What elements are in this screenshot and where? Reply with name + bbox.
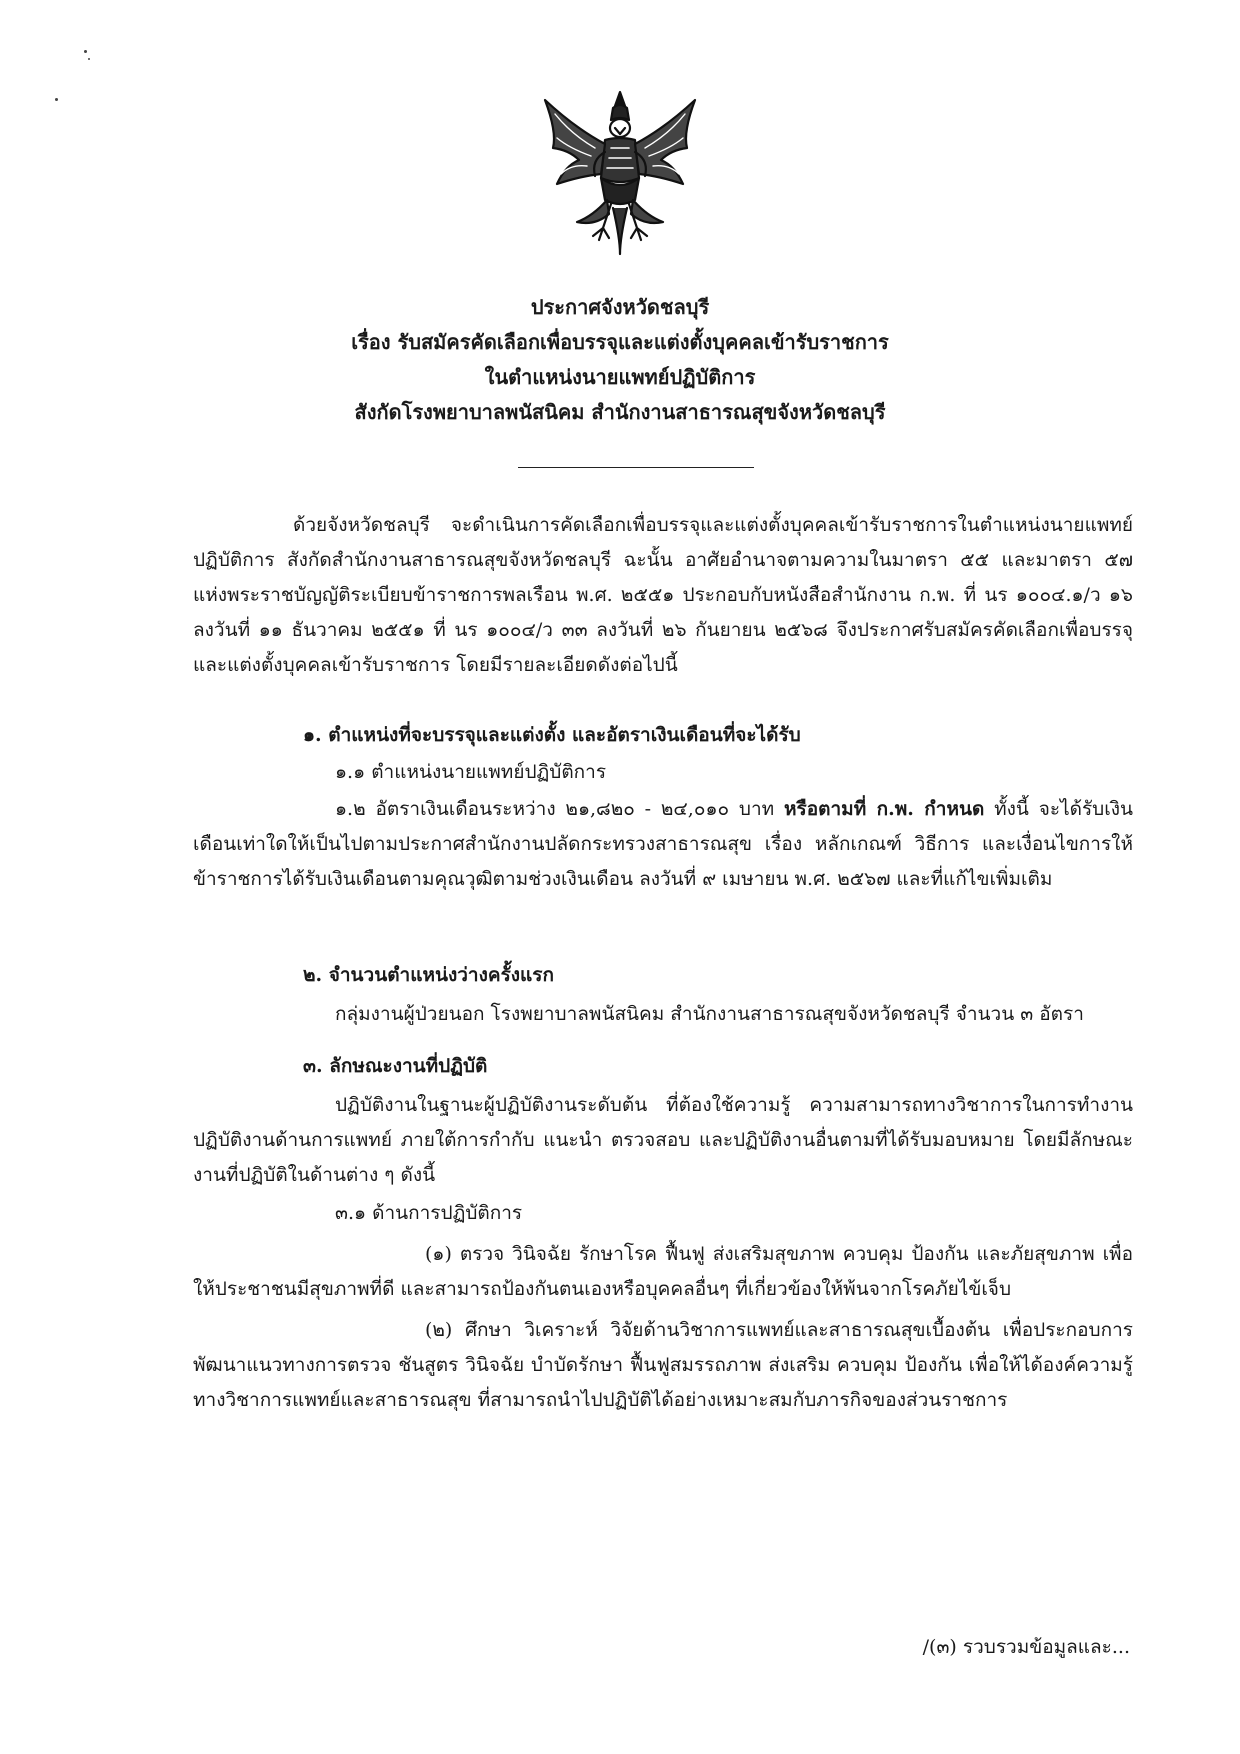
section-1-item-1: ๑.๑ ตำแหน่งนายแพทย์ปฏิบัติการ [335,761,607,783]
title-line-3: ในตำแหน่งนายแพทย์ปฏิบัติการ [484,365,756,389]
title-line-2: เรื่อง รับสมัครคัดเลือกเพื่อบรรจุและแต่งตั้งบุคคลเข้ารับราชการ [351,330,889,354]
section-3-text: ปฏิบัติงานในฐานะผู้ปฏิบัติงานระดับต้น ที่ต้องใช้ความรู้ ความสามารถทางวิชาการในการทำงาน ปฏิบัติงานด้านการแพทย์ ภายใต้การกำกับ แนะนำ ตรวจสอบ และปฏิบัติงานอื่นตามที่ได้รับมอบหมาย โดยมีลักษณะงานที่ปฏิบัติในด้านต่าง ๆ ดังนี้ [193,1094,1133,1186]
salary-cs-note: หรือตามที่ ก.พ. กำหนด [784,798,985,820]
section-3-point-2: (๒) ศึกษา วิเคราะห์ วิจัยด้านวิชาการแพทย์และสาธารณสุขเบื้องต้น เพื่อประกอบการพัฒนาแนวทางการตรวจ ชันสูตร วินิจฉัย บำบัดรักษา ฟื้นฟูสมรรถภาพ ส่งเสริม ควบคุม ป้องกัน เพื่อให้ได้องค์ความรู้ทางวิชาการแพทย์และสาธารณสุข ที่สามารถนำไปปฏิบัติได้อย่างเหมาะสมกับภารกิจของส่วนราชการ [193,1319,1133,1411]
section-3-heading: ๓. ลักษณะงานที่ปฏิบัติ [303,1055,488,1077]
title-line-1: ประกาศจังหวัดชลบุรี [530,295,710,319]
announcement-title [0,290,1240,430]
title-divider [518,467,754,468]
salary-conditions: ทั้งนี้ จะได้รับเงินเดือนเท่าใดให้เป็นไปตามประกาศสำนักงานปลัดกระทรวงสาธารณสุข เรื่อง หลักเกณฑ์ วิธีการ และเงื่อนไขการให้ข้าราชการได้รับเงินเดือนตามคุณวุฒิตามช่วงเงินเดือน ลงวันที่ ๙ เมษายน พ.ศ. ๒๕๖๗ และที่แก้ไขเพิ่มเติม [193,798,1133,890]
scan-speck [88,58,90,60]
scan-speck [84,50,87,53]
page-continuation: /(๓) รวบรวมข้อมูลและ... [922,1636,1130,1658]
garuda-emblem-icon [535,88,705,258]
section-1-heading: ๑. ตำแหน่งที่จะบรรจุและแต่งตั้ง และอัตราเงินเดือนที่จะได้รับ [303,724,801,746]
scan-speck [55,98,58,101]
section-3-point-1: (๑) ตรวจ วินิจฉัย รักษาโรค ฟื้นฟู ส่งเสริมสุขภาพ ควบคุม ป้องกัน และภัยสุขภาพ เพื่อให้ประชาชนมีสุขภาพที่ดี และสามารถป้องกันตนเองหรือบุคคลอื่นๆ ที่เกี่ยวข้องให้พ้นจากโรคภัยไข้เจ็บ [193,1243,1133,1300]
section-2-heading: ๒. จำนวนตำแหน่งว่างครั้งแรก [303,964,555,986]
intro-paragraph: ด้วยจังหวัดชลบุรี จะดำเนินการคัดเลือกเพื่อบรรจุและแต่งตั้งบุคคลเข้ารับราชการในตำแหน่งนายแพทย์ปฏิบัติการ สังกัดสำนักงานสาธารณสุขจังหวัดชลบุรี ฉะนั้น อาศัยอำนาจตามความในมาตรา ๕๕ และมาตรา ๕๗ แห่งพระราชบัญญัติระเบียบข้าราชการพลเรือน พ.ศ. ๒๕๕๑ ประกอบกับหนังสือสำนักงาน ก.พ. ที่ นร ๑๐๐๔.๑/ว ๑๖ ลงวันที่ ๑๑ ธันวาคม ๒๕๕๑ ที่ นร ๑๐๐๔/ว ๓๓ ลงวันที่ ๒๖ กันยายน ๒๕๖๘ จึงประกาศรับสมัครคัดเลือกเพื่อบรรจุและแต่งตั้งบุคคลเข้ารับราชการ โดยมีรายละเอียดดังต่อไปนี้ [193,514,1133,676]
salary-range-text: ๑.๒ อัตราเงินเดือนระหว่าง ๒๑,๘๒๐ - ๒๔,๐๑๐ บาท [335,798,785,820]
section-3-sub-1: ๓.๑ ด้านการปฏิบัติการ [335,1202,523,1224]
section-2-text: กลุ่มงานผู้ป่วยนอก โรงพยาบาลพนัสนิคม สำนักงานสาธารณสุขจังหวัดชลบุรี จำนวน ๓ อัตรา [335,1003,1084,1025]
section-1-item-2 [193,792,1133,897]
title-line-4: สังกัดโรงพยาบาลพนัสนิคม สำนักงานสาธารณสุขจังหวัดชลบุรี [354,400,886,424]
